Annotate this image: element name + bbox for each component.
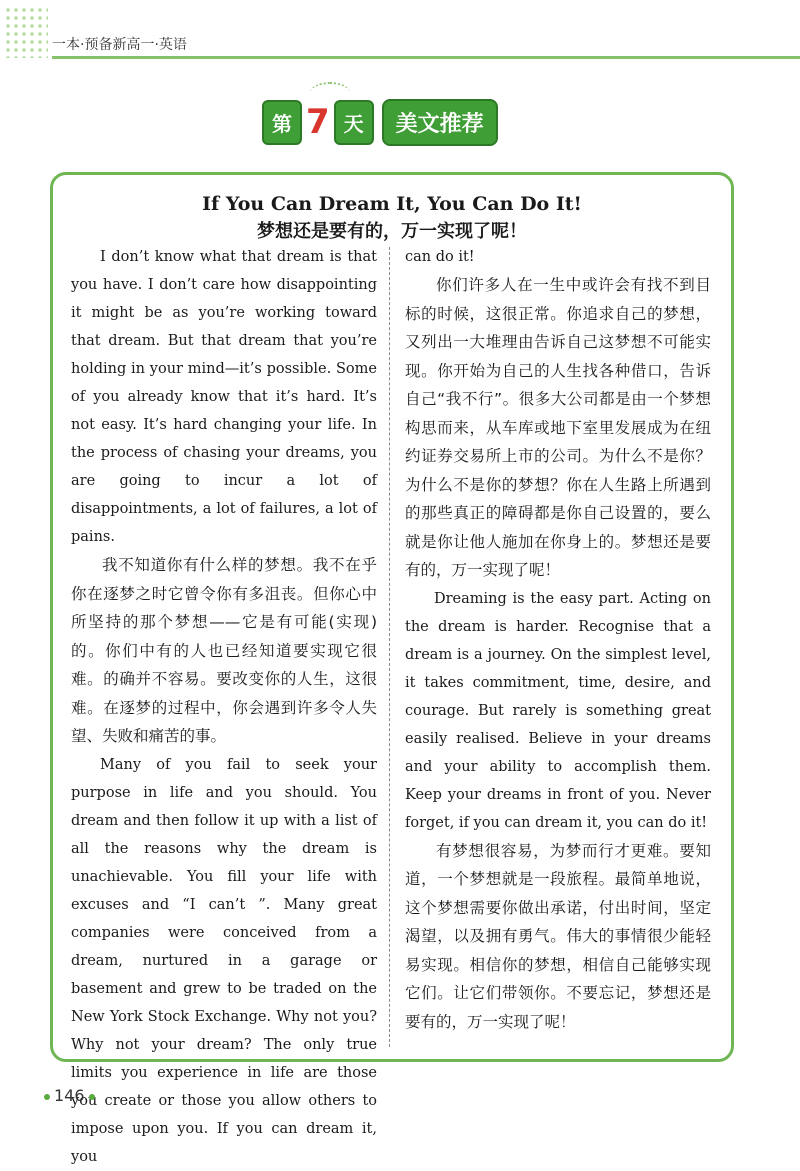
paragraph-en-3: Dreaming is the easy part. Acting on the dream is harder. Recognise that a dream is a journey. On the simplest level, it takes commitment, time, desire, and courage. But rarely is something great easily realised. Believe in your dreams and your ability to accomplish them. Keep your dreams in front of you. Never forget, if you can dream it, you can do it! (405, 590, 711, 831)
day-number: 7 (306, 102, 330, 142)
section-title: 美文推荐 (382, 99, 498, 146)
paragraph-zh-2: 你们许多人在一生中或许会有找不到目标的时候，这很正常。你追求自己的梦想，又列出一大堆理由告诉自己这梦想不可能实现。你开始为自己的人生找各种借口，告诉自己“我不行”。很多大公司都是由一个梦想构思而来，从车库或地下室里发展成为在纽约证券交易所上市的公司。为什么不是你？为什么不是你的梦想？你在人生路上所遇到的那些真正的障碍都是你自己设置的，要么就是你让他人施加在你身上的。梦想还是要有的，万一实现了呢！ (405, 276, 711, 579)
paragraph-zh-3: 有梦想很容易，为梦而行才更难。要知道，一个梦想就是一段旅程。最简单地说，这个梦想需要你做出承诺，付出时间，坚定渴望，以及拥有勇气。伟大的事情很少能轻易实现。相信你的梦想，相信自己能够实现它们。让它们带领你。不要忘记，梦想还是要有的，万一实现了呢！ (405, 841, 711, 1031)
decorative-dots (4, 6, 48, 58)
banner-prefix: 第 (262, 100, 302, 145)
paragraph-en-2: Many of you fail to seek your purpose in life and you should. You dream and then follow it up with a list of all the reasons why the dream is unachievable. You fill your life with excuses and “I can’t ”. Many great companies were conceived from a dream, nurtured in a garage or basement and grew to be traded on the New York Stock Exchange. Why not you? Why not your dream? The only true limits you experience in life are those you create or those you allow others to impose upon you. If you can dream it, you (71, 756, 377, 1165)
banner-suffix: 天 (334, 100, 374, 145)
column-divider (389, 247, 390, 1047)
day-banner (262, 100, 522, 144)
paragraph-en-2-continued: can do it! (405, 249, 475, 265)
header-divider (52, 56, 800, 59)
left-column (71, 243, 377, 1171)
article-title-en: If You Can Dream It, You Can Do It! (202, 193, 582, 215)
page-number-text: 146 (54, 1086, 85, 1105)
paragraph-en-1: I don’t know what that dream is that you have. I don’t care how disappointing it might be as you’re working toward that dream. But that dream that you’re holding in your mind—it’s possible. Some of you already know that it’s hard. It’s not easy. It’s hard changing your life. In the process of chasing your dreams, you are going to incur a lot of disappointments, a lot of failures, a lot of pains. (71, 249, 377, 545)
right-column (405, 243, 711, 1036)
page-number (40, 1086, 99, 1105)
book-title: 一本·预备新高一·英语 (52, 37, 187, 53)
article-title-zh: 梦想还是要有的，万一实现了呢！ (257, 221, 527, 242)
paragraph-zh-1: 我不知道你有什么样的梦想。我不在乎你在逐梦之时它曾令你有多沮丧。但你心中所坚持的那个梦想——它是有可能(实现)的。你们中有的人也已经知道要实现它很难。的确并不容易。要改变你的人生，这很难。在逐梦的过程中，你会遇到许多令人失望、失败和痛苦的事。 (71, 556, 377, 745)
